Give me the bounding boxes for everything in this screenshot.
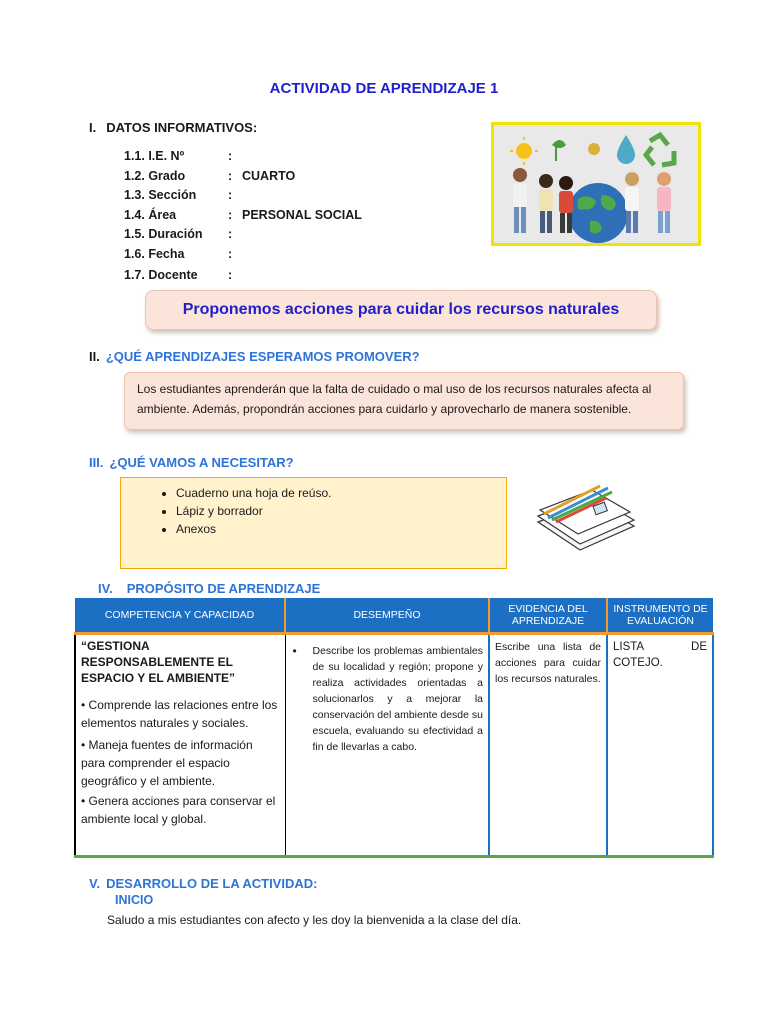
dato-label: 1.4. Área xyxy=(124,207,177,222)
saludo-text: Saludo a mis estudiantes con afecto y les doy la bienvenida a la clase del día. xyxy=(107,913,522,927)
section-1-number: I. xyxy=(89,120,97,135)
section-5-heading xyxy=(89,876,317,891)
section-5-title: DESARROLLO DE LA ACTIVIDAD: xyxy=(106,876,318,891)
section-4-heading xyxy=(98,581,320,596)
desempeno-text: • Describe los problemas ambientales de su localidad y región; propone y realiza actividades orientadas a solucionarlos y a mejorar la conservación del ambiente desde su escuela, evaluando su efectividad a fin de llevarlas a cabo. xyxy=(291,643,484,755)
header-desempeno: DESEMPEÑO xyxy=(285,598,489,634)
dato-duracion: 1.5. Duración : xyxy=(124,227,362,247)
notebook-pencils-illustration xyxy=(530,472,640,560)
dato-fecha: 1.6. Fecha : xyxy=(124,247,362,267)
section-5-number: V. xyxy=(89,876,101,891)
instrumento-text: LISTA DE COTEJO. xyxy=(613,641,707,669)
materiales-box xyxy=(120,477,507,569)
dato-label: 1.2. Grado xyxy=(124,168,186,183)
dato-docente: 1.7. Docente : xyxy=(124,268,362,288)
dato-label: 1.1. I.E. Nº xyxy=(124,149,185,163)
cell-competencia xyxy=(75,634,285,857)
competencia-title: “GESTIONA RESPONSABLEMENTE EL ESPACIO Y EL AMBIENTE” xyxy=(81,639,236,685)
section-3-number: III. xyxy=(89,455,104,470)
dato-label: 1.3. Sección xyxy=(124,188,197,202)
dato-label: 1.7. Docente xyxy=(124,268,198,282)
list-item: • Anexos xyxy=(176,520,506,538)
proposito-table xyxy=(74,598,714,858)
notebook-pencils-icon xyxy=(530,472,640,560)
dato-value: CUARTO xyxy=(242,168,296,183)
dato-grado: 1.2. Grado : CUARTO xyxy=(124,169,362,189)
section-1-title: DATOS INFORMATIVOS: xyxy=(106,120,258,135)
header-instrumento: INSTRUMENTO DE EVALUACIÓN xyxy=(607,598,713,634)
table-header-row xyxy=(75,598,713,634)
header-competencia: COMPETENCIA Y CAPACIDAD xyxy=(75,598,285,634)
page-title: ACTIVIDAD DE APRENDIZAJE 1 xyxy=(269,80,499,97)
section-2-title: ¿QUÉ APRENDIZAJES ESPERAMOS PROMOVER? xyxy=(105,349,420,364)
datos-informativos xyxy=(124,149,362,288)
capacidad-item: • Comprende las relaciones entre los elementos naturales y sociales. xyxy=(81,698,278,730)
dato-seccion: 1.3. Sección : xyxy=(124,188,362,208)
materiales-list xyxy=(121,484,506,538)
cell-instrumento xyxy=(607,634,713,857)
section-2-number: II. xyxy=(89,349,100,364)
capacidad-item: • Genera acciones para conservar el ambiente local y global. xyxy=(81,794,276,826)
inicio-heading: INICIO xyxy=(115,893,154,907)
activity-banner: Proponemos acciones para cuidar los recursos naturales xyxy=(145,290,657,330)
section-1-heading xyxy=(89,120,257,135)
table-row xyxy=(75,634,713,857)
evidencia-text: Escribe una lista de acciones para cuidar los recursos naturales. xyxy=(495,641,601,685)
section-2-heading xyxy=(89,349,420,364)
kids-earth-illustration xyxy=(491,122,701,246)
kids-earth-icon xyxy=(494,125,698,243)
dato-label: 1.5. Duración xyxy=(124,227,203,241)
section-4-title: PROPÓSITO DE APRENDIZAJE xyxy=(126,581,321,596)
section-4-number: IV. xyxy=(98,581,113,596)
cell-desempeno xyxy=(285,634,489,857)
header-evidencia: EVIDENCIA DEL APRENDIZAJE xyxy=(489,598,607,634)
list-item: • Lápiz y borrador xyxy=(176,502,506,520)
section-3-heading xyxy=(89,455,294,470)
capacidad-item: • Maneja fuentes de información para comprender el espacio geográfico y el ambiente. xyxy=(81,738,253,788)
dato-area: 1.4. Área : PERSONAL SOCIAL xyxy=(124,208,362,228)
cell-evidencia xyxy=(489,634,607,857)
list-item: • Cuaderno una hoja de reúso. xyxy=(176,484,506,502)
dato-value: PERSONAL SOCIAL xyxy=(242,207,362,222)
dato-ie: 1.1. I.E. Nº : xyxy=(124,149,362,169)
aprendizajes-box: Los estudiantes aprenderán que la falta de cuidado o mal uso de los recursos naturales afecta al ambiente. Además, propondrán acciones para cuidarlo y aprovecharlo de manera sostenible. xyxy=(124,372,684,430)
dato-label: 1.6. Fecha xyxy=(124,246,185,261)
section-3-title: ¿QUÉ VAMOS A NECESITAR? xyxy=(109,455,294,470)
